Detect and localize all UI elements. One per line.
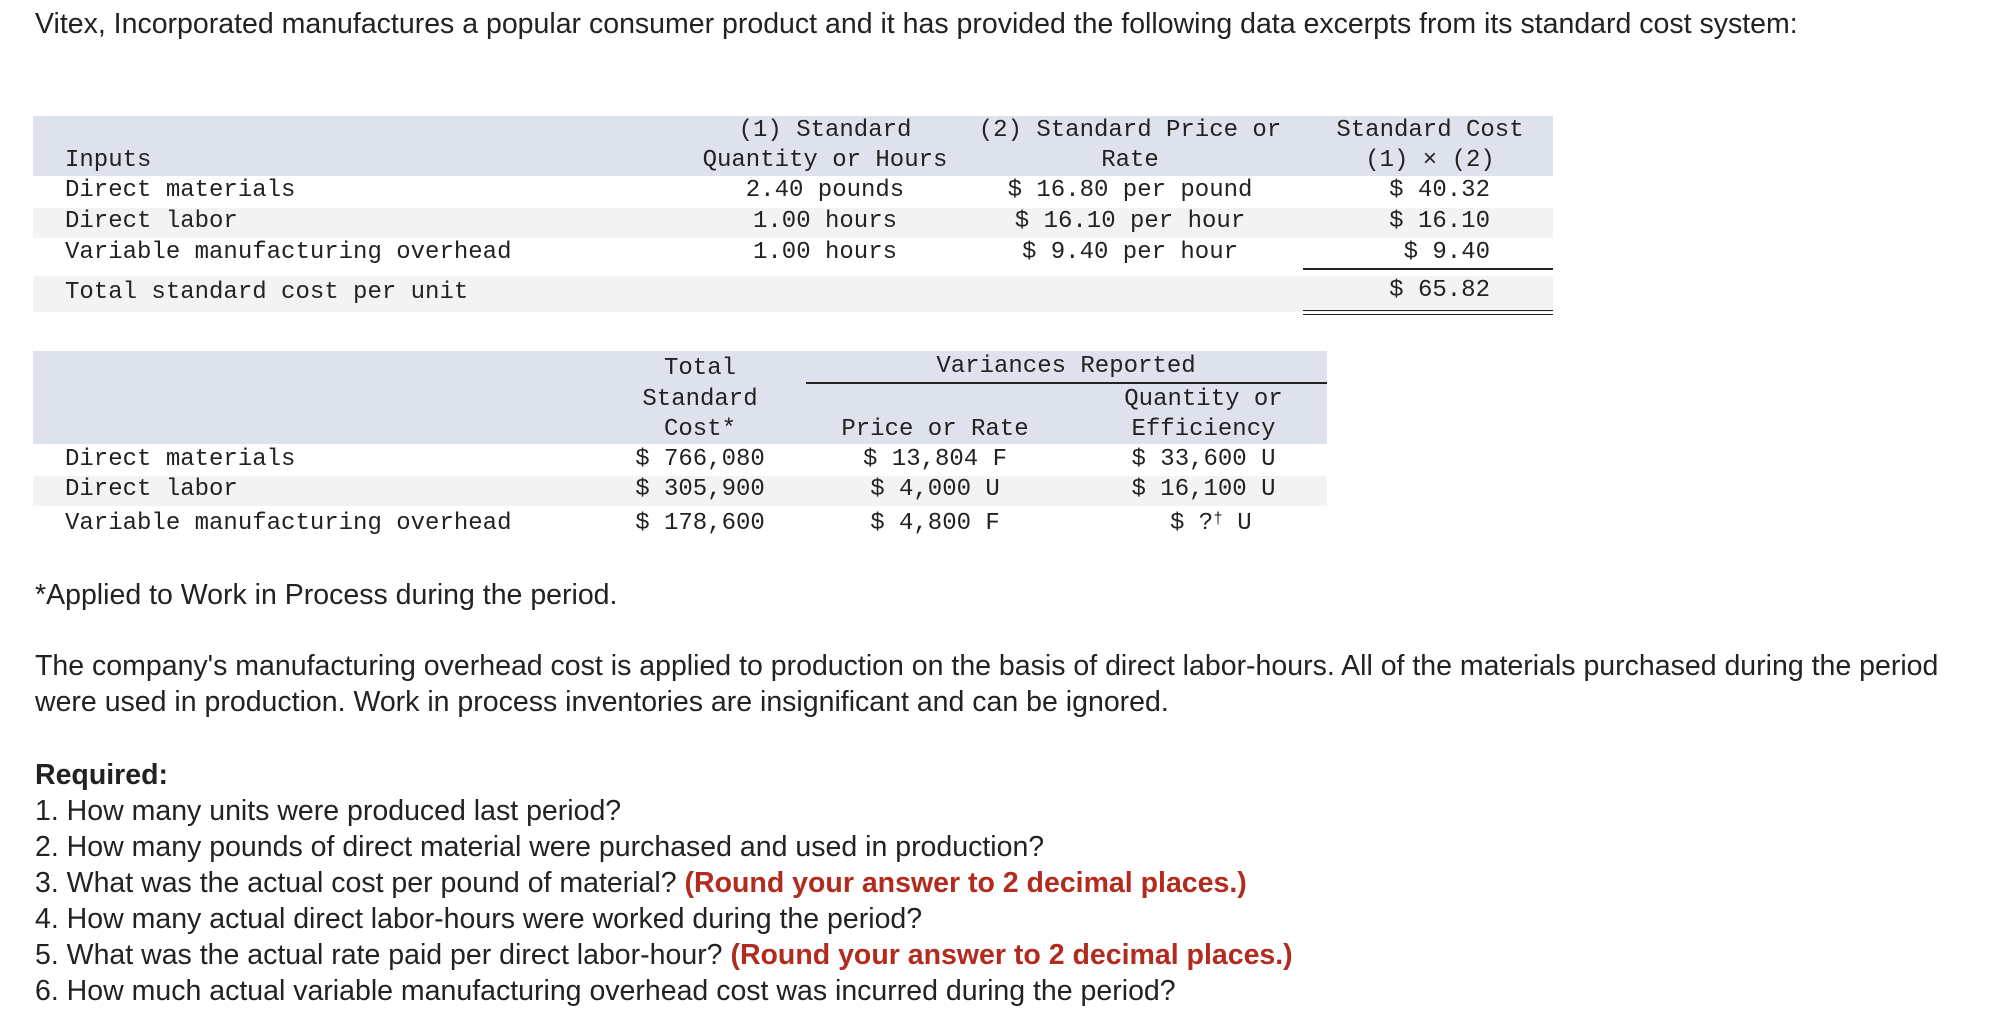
table2-row-total: $ 766,080 [635, 446, 765, 473]
variances-reported-header: Variances Reported [936, 353, 1196, 380]
table1-row-qty: 1.00 hours [752, 239, 898, 266]
dagger-mark: † [1213, 510, 1223, 528]
table2-qty-header-line2: Efficiency [1131, 416, 1276, 443]
table2-total-header-line3: Cost* [663, 416, 736, 443]
unknown-value: $ ? [1170, 510, 1214, 537]
intro-text: Vitex, Incorporated manufactures a popular consumer product and it has provided the following data excerpts from its standard cost system: [35, 8, 1798, 40]
table1-row-price: $ 9.40 per hour [1021, 239, 1239, 266]
question-item: 1. How many units were produced last period? [35, 795, 622, 827]
table2-price-header: Price or Rate [841, 416, 1029, 443]
table2-row-qty: $ 33,600 U [1131, 446, 1276, 473]
footnote: *Applied to Work in Process during the period. [35, 579, 618, 611]
table1-total-cost: $ 65.82 [1389, 277, 1490, 304]
table1-total-label: Total standard cost per unit [65, 279, 469, 306]
table1-col3-header-line1: Standard Cost [1336, 117, 1524, 144]
question-item: 4. How many actual direct labor-hours were worked during the period? [35, 903, 923, 935]
table1-col3-header-line2: (1) × (2) [1365, 147, 1495, 174]
question-item: 3. What was the actual cost per pound of material? (Round your answer to 2 decimal places.) [35, 867, 1247, 899]
table2-row-price: $ 4,000 U [870, 476, 1000, 503]
subtotal-rule [1303, 268, 1553, 270]
table2-row-label: Variable manufacturing overhead [65, 510, 512, 537]
required-title: Required: [35, 759, 169, 791]
table1-col2-header-line1: (2) Standard Price or [978, 117, 1282, 144]
table2-row-price: $ 13,804 F [862, 446, 1008, 473]
table1-row-qty: 1.00 hours [752, 208, 898, 235]
total-double-rule-bottom [1303, 314, 1553, 315]
table2-row-label: Direct labor [65, 476, 238, 503]
table2-row-qty-unknown [1170, 509, 1252, 540]
question-item: 6. How much actual variable manufacturing overhead cost was incurred during the period? [35, 975, 1176, 1007]
table2-row-qty: $ 16,100 U [1131, 476, 1276, 503]
table1-inputs-header: Inputs [65, 147, 152, 174]
table2-qty-header-line1: Quantity or [1124, 386, 1283, 413]
table1-row-qty: 2.40 pounds [745, 177, 905, 204]
required-section [35, 757, 1975, 1009]
table1-row-label: Direct labor [65, 208, 238, 235]
table1-row-price: $ 16.10 per hour [1014, 208, 1246, 235]
rounding-instruction: (Round your answer to 2 decimal places.) [730, 939, 1293, 971]
table1-col1-header-line1: (1) Standard [738, 117, 912, 144]
table2-row-price: $ 4,800 F [870, 510, 1000, 537]
variances-header-rule [806, 382, 1327, 384]
total-double-rule-top [1303, 310, 1553, 311]
question-item: 2. How many pounds of direct material were purchased and used in production? [35, 831, 1045, 863]
rounding-instruction: (Round your answer to 2 decimal places.) [684, 867, 1247, 899]
table1-col2-header-line2: Rate [1101, 147, 1159, 174]
table1-col1-header-line2: Quantity or Hours [702, 147, 948, 174]
table2-total-header-line2: Standard [642, 386, 758, 413]
table2-row-label: Direct materials [65, 446, 296, 473]
table1-row-cost: $ 40.32 [1389, 177, 1490, 204]
question-item: 5. What was the actual rate paid per direct labor-hour? (Round your answer to 2 decimal places.) [35, 939, 1293, 971]
table2-total-header-line1: Total [663, 355, 736, 382]
table1-row-label: Direct materials [65, 177, 296, 204]
overhead-paragraph: The company's manufacturing overhead cost is applied to production on the basis of direct labor-hours. All of the materials purchased during the period were used in production. Work in process inventories are insignificant and can be ignored. [35, 650, 1939, 718]
table2-row-total: $ 305,900 [635, 476, 765, 503]
table1-row-cost: $ 16.10 [1389, 208, 1490, 235]
table2-row-total: $ 178,600 [635, 510, 765, 537]
table1-row-price: $ 16.80 per pound [1007, 177, 1253, 204]
unfavorable-flag: U [1222, 510, 1252, 537]
table1-row-label: Variable manufacturing overhead [65, 239, 512, 266]
table1-row-cost: $ 9.40 [1403, 239, 1490, 266]
